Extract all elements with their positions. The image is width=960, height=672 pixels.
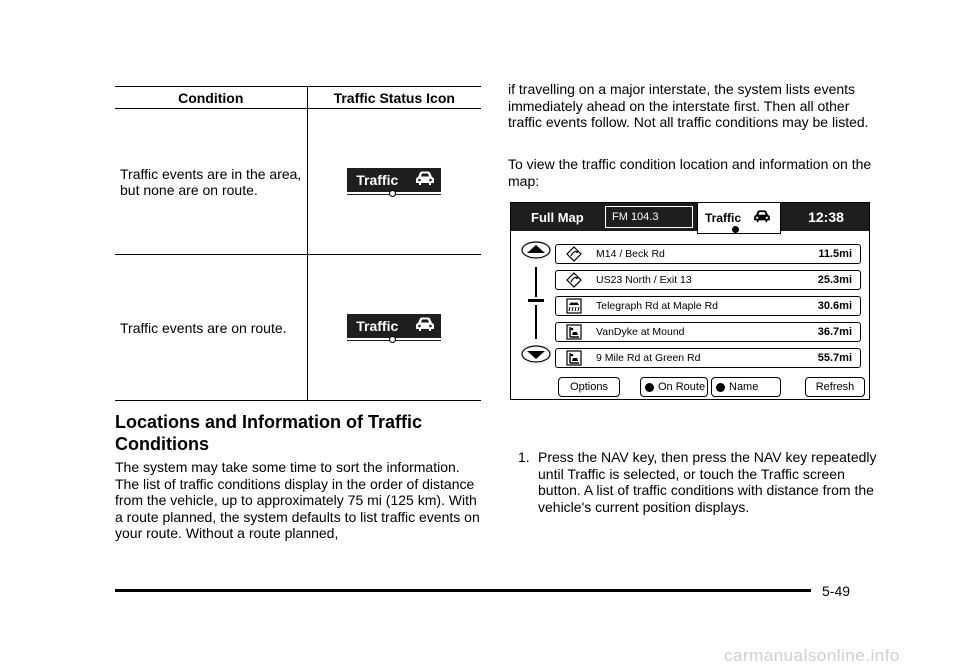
traffic-car-icon [414, 170, 436, 189]
scroll-up-icon[interactable] [521, 241, 551, 259]
traffic-list-item[interactable] [555, 348, 861, 368]
tab-traffic-label: Traffic [705, 211, 742, 225]
footer-rule [115, 589, 811, 592]
tab-dot-icon [732, 226, 739, 233]
clock-display: 12:38 [808, 209, 844, 225]
traffic-item-name: VanDyke at Mound [596, 326, 685, 338]
traffic-badge-label: Traffic [356, 317, 399, 334]
nav-traffic-screen [510, 202, 870, 400]
traffic-item-distance: 55.7mi [817, 352, 852, 364]
accident-icon [564, 324, 584, 340]
traffic-item-distance: 25.3mi [817, 274, 852, 286]
traffic-condition-table [115, 86, 481, 401]
condition-cell: Traffic events are in the area, but none are on route. [115, 109, 307, 255]
traffic-item-name: 9 Mile Rd at Green Rd [596, 352, 701, 364]
traffic-status-badge [347, 314, 441, 338]
traffic-car-icon [414, 316, 436, 335]
accident-icon [564, 350, 584, 366]
scroll-down-icon[interactable] [521, 345, 551, 363]
weather-icon [564, 298, 584, 314]
traffic-status-badge [347, 168, 441, 192]
badge-dot-icon [389, 190, 396, 197]
table-header-icon: Traffic Status Icon [307, 87, 481, 109]
step-number: 1. [518, 449, 530, 465]
on-route-label: On Route [658, 381, 706, 393]
step-text: Press the NAV key, then press the NAV key repeatedly until Traffic is selected, or touch the Traffic screen button. A list of traffic conditions with distance from the vehicle's current position displays. [538, 449, 877, 515]
traffic-list-item[interactable] [555, 322, 861, 342]
icon-cell [307, 109, 481, 255]
tab-radio-station[interactable]: FM 104.3 [605, 206, 693, 228]
body-paragraph-right-1: if travelling on a major interstate, the system lists events immediately ahead on the interstate first. Then all other traffic events follow. Not all traffic conditions may be listed. [508, 81, 869, 130]
scroll-track [535, 305, 537, 339]
tab-traffic[interactable] [697, 203, 781, 234]
traffic-badge-label: Traffic [356, 171, 399, 188]
table-header-condition: Condition [115, 87, 307, 109]
body-paragraph-left: The system may take some time to sort the information. The list of traffic conditions display in the order of distance from the vehicle, up to approximately 75 mi (125 km). With a route planned, the system defaults to list traffic events on your route. Without a route planned, [115, 459, 480, 541]
scroll-thumb[interactable] [528, 299, 544, 302]
badge-dot-icon [389, 336, 396, 343]
section-heading: Locations and Information of Traffic Conditions [115, 412, 423, 454]
instruction-step [518, 449, 878, 515]
options-button[interactable]: Options [558, 377, 620, 397]
traffic-info-icon [564, 272, 584, 288]
watermark: carmanualsonline.info [724, 646, 900, 665]
condition-cell: Traffic events are on route. [115, 255, 307, 401]
traffic-item-distance: 30.6mi [817, 300, 852, 312]
name-sort-button[interactable] [711, 377, 781, 397]
tab-full-map[interactable]: Full Map [531, 209, 584, 225]
refresh-button[interactable]: Refresh [805, 377, 865, 397]
list-scrollbar[interactable] [519, 241, 555, 367]
table-row [115, 255, 481, 401]
scroll-track [535, 267, 537, 297]
traffic-item-name: Telegraph Rd at Maple Rd [596, 300, 718, 312]
traffic-info-icon [564, 246, 584, 262]
radio-dot-icon [716, 383, 725, 392]
traffic-item-name: US23 North / Exit 13 [596, 274, 692, 286]
radio-dot-icon [645, 383, 654, 392]
body-paragraph-right-2: To view the traffic condition location and information on the map: [508, 156, 872, 189]
traffic-item-name: M14 / Beck Rd [596, 248, 665, 260]
traffic-car-icon [752, 209, 772, 226]
on-route-button[interactable] [640, 377, 708, 397]
name-sort-label: Name [729, 381, 759, 393]
traffic-list-item[interactable] [555, 244, 861, 264]
traffic-list-item[interactable] [555, 270, 861, 290]
traffic-list-item[interactable] [555, 296, 861, 316]
page-number: 5-49 [822, 583, 851, 599]
traffic-item-distance: 11.5mi [818, 248, 852, 260]
traffic-item-distance: 36.7mi [817, 326, 852, 338]
table-row [115, 109, 481, 255]
icon-cell [307, 255, 481, 401]
